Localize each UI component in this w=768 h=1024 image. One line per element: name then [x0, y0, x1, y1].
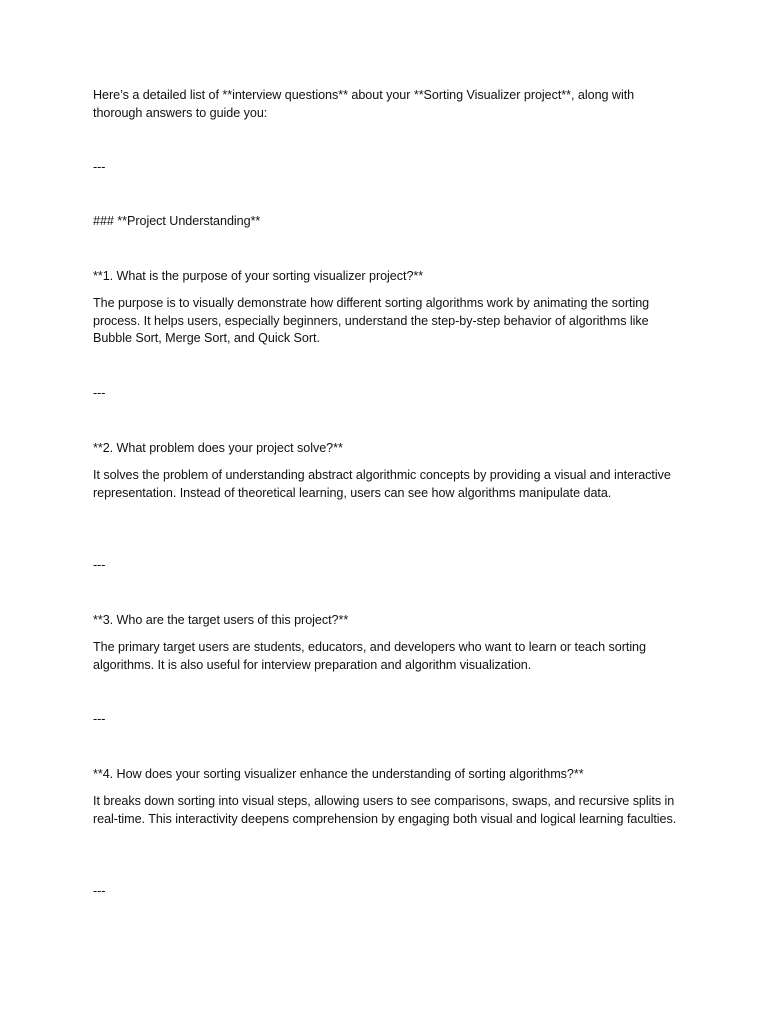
separator-1: ---: [93, 160, 106, 174]
intro-paragraph: Here’s a detailed list of **interview questions** about your **Sorting Visualizer project**, along with thorough answers to guide you:: [93, 88, 638, 120]
separator-5: ---: [93, 884, 106, 898]
answer-2: It solves the problem of understanding abstract algorithmic concepts by providing a visual and interactive representation. Instead of theoretical learning, users can see how algorithms manipulate data.: [93, 468, 675, 500]
separator-2: ---: [93, 386, 106, 400]
question-4: **4. How does your sorting visualizer enhance the understanding of sorting algorithms?**: [93, 767, 584, 781]
question-3: **3. Who are the target users of this project?**: [93, 613, 349, 627]
separator-4: ---: [93, 712, 106, 726]
separator-3: ---: [93, 558, 106, 572]
question-2: **2. What problem does your project solve?**: [93, 441, 343, 455]
question-1: **1. What is the purpose of your sorting visualizer project?**: [93, 269, 424, 283]
answer-4: It breaks down sorting into visual steps, allowing users to see comparisons, swaps, and recursive splits in real-time. This interactivity deepens comprehension by engaging both visual and logical learning faculties.: [93, 794, 678, 826]
section-heading: ### **Project Understanding**: [93, 214, 261, 228]
answer-1: The purpose is to visually demonstrate how different sorting algorithms work by animating the sorting process. It helps users, especially beginners, understand the step-by-step behavior of algorithms like Bubble Sort, Merge Sort, and Quick Sort.: [93, 296, 653, 345]
answer-3: The primary target users are students, educators, and developers who want to learn or teach sorting algorithms. It is also useful for interview preparation and algorithm visualization.: [93, 640, 650, 672]
